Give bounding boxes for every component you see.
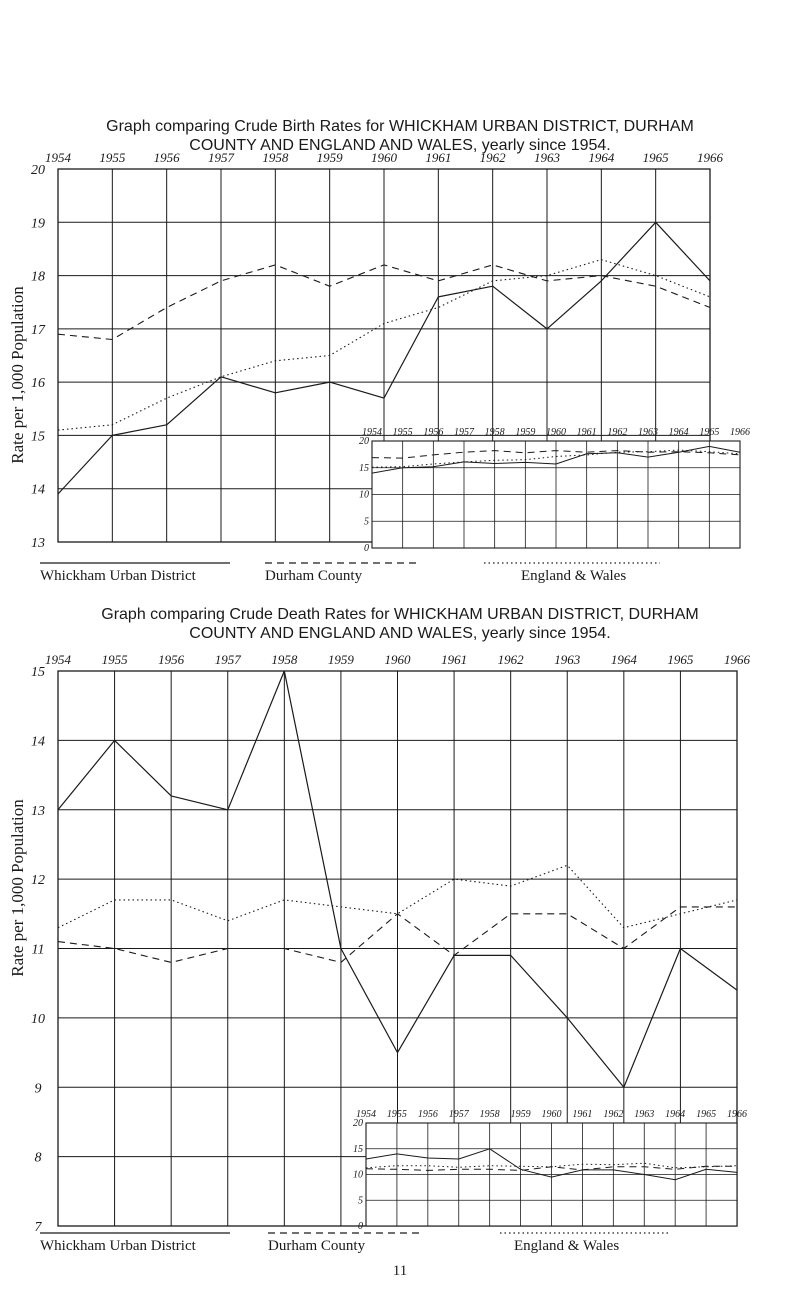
birth-inset-x-tick-label: 1960 [546, 427, 566, 438]
birth-inset-x-tick-label: 1962 [607, 427, 628, 438]
death-inset-x-tick-label: 1956 [417, 1109, 438, 1120]
birth-y-tick-label: 14 [31, 482, 45, 498]
death-y-tick-label: 14 [31, 734, 45, 750]
death-y-tick-label: 8 [34, 1150, 42, 1166]
death-legend-england: England & Wales [514, 1238, 620, 1254]
death-y-tick-label: 12 [31, 873, 45, 889]
birth-x-tick-label: 1964 [588, 150, 615, 165]
birth-inset-x-tick-label: 1955 [392, 427, 413, 438]
death-inset-y-tick-label: 5 [358, 1195, 363, 1207]
birth-x-tick-label: 1957 [208, 150, 234, 165]
death-inset-x-tick-label: 1966 [727, 1109, 747, 1120]
death-x-tick-label: 1963 [554, 652, 581, 667]
birth-chart [31, 150, 750, 554]
birth-x-tick-label: 1966 [697, 150, 723, 165]
death-x-tick-label: 1960 [384, 652, 411, 667]
birth-inset-x-tick-label: 1959 [515, 427, 536, 438]
death-inset-x-tick-label: 1957 [448, 1109, 469, 1120]
death-inset-y-tick-label: 20 [353, 1118, 363, 1129]
birth-x-tick-label: 1954 [45, 150, 71, 165]
birth-x-tick-label: 1958 [262, 150, 289, 165]
death-inset-x-tick-label: 1960 [541, 1109, 562, 1120]
birth-y-tick-label: 18 [31, 269, 45, 285]
birth-y-tick-label: 17 [31, 322, 45, 338]
death-y-tick-label: 7 [34, 1220, 42, 1235]
death-inset-x-tick-label: 1964 [665, 1109, 686, 1120]
death-inset-y-tick-label: 0 [358, 1221, 363, 1232]
death-y-tick-label: 10 [31, 1011, 45, 1027]
death-x-tick-label: 1962 [497, 652, 524, 667]
birth-chart-ylabel: Rate per 1,000 Population [8, 286, 27, 464]
death-x-tick-label: 1964 [610, 652, 637, 667]
birth-inset-x-tick-label: 1954 [362, 427, 382, 438]
birth-inset-y-tick-label: 5 [364, 516, 369, 528]
birth-x-tick-label: 1960 [371, 150, 397, 165]
birth-chart-subtitle: COUNTY AND ENGLAND AND WALES, yearly since 1954. [189, 137, 611, 154]
birth-inset-x-tick-label: 1963 [638, 427, 658, 438]
death-chart-subtitle: COUNTY AND ENGLAND AND WALES, yearly since 1954. [189, 625, 611, 642]
death-y-tick-label: 15 [31, 665, 45, 680]
birth-legend-whickham: Whickham Urban District [40, 568, 196, 584]
death-y-tick-label: 9 [34, 1081, 42, 1097]
birth-x-tick-label: 1955 [99, 150, 126, 165]
birth-y-tick-label: 16 [31, 376, 45, 392]
birth-y-tick-label: 19 [31, 216, 45, 232]
birth-x-tick-label: 1963 [534, 150, 560, 165]
birth-legend-durham: Durham County [265, 568, 363, 584]
death-inset-x-tick-label: 1955 [386, 1109, 407, 1120]
birth-x-tick-label: 1962 [479, 150, 506, 165]
death-legend-durham: Durham County [268, 1238, 366, 1254]
death-inset-y-tick-label: 15 [353, 1143, 363, 1155]
death-inset-x-tick-label: 1958 [479, 1109, 500, 1120]
death-x-tick-label: 1959 [327, 652, 354, 667]
birth-inset-y-tick-label: 15 [359, 462, 369, 474]
birth-inset-x-tick-label: 1958 [484, 427, 505, 438]
death-inset-x-tick-label: 1965 [696, 1109, 717, 1120]
death-inset-x-tick-label: 1954 [356, 1109, 376, 1120]
birth-x-tick-label: 1965 [642, 150, 669, 165]
death-chart [31, 652, 751, 1235]
death-x-tick-label: 1966 [724, 652, 750, 667]
birth-y-tick-label: 13 [31, 536, 45, 551]
birth-x-tick-label: 1959 [316, 150, 343, 165]
death-chart-ylabel: Rate per 1,000 Population [8, 799, 27, 977]
death-inset-x-tick-label: 1962 [603, 1109, 624, 1120]
birth-inset-y-tick-label: 0 [364, 543, 369, 554]
death-x-tick-label: 1955 [101, 652, 128, 667]
birth-inset-x-tick-label: 1966 [730, 427, 750, 438]
birth-legend-england: England & Wales [521, 568, 627, 584]
death-legend-whickham: Whickham Urban District [40, 1238, 196, 1254]
death-y-tick-label: 13 [31, 803, 45, 819]
birth-y-tick-label: 15 [31, 429, 45, 445]
birth-inset-y-tick-label: 10 [359, 489, 369, 501]
death-x-tick-label: 1956 [158, 652, 185, 667]
death-x-tick-label: 1954 [45, 652, 71, 667]
death-x-tick-label: 1957 [214, 652, 241, 667]
birth-x-tick-label: 1961 [425, 150, 452, 165]
birth-y-tick-label: 20 [31, 163, 45, 178]
death-inset-x-tick-label: 1961 [572, 1109, 593, 1120]
death-inset-x-tick-label: 1963 [634, 1109, 655, 1120]
death-chart-title: Graph comparing Crude Death Rates for WHICKHAM URBAN DISTRICT, DURHAM [101, 606, 699, 623]
birth-inset-x-tick-label: 1961 [576, 427, 597, 438]
birth-x-tick-label: 1956 [153, 150, 180, 165]
death-x-tick-label: 1961 [441, 652, 468, 667]
birth-chart-title: Graph comparing Crude Birth Rates for WHICKHAM URBAN DISTRICT, DURHAM [106, 118, 694, 135]
birth-inset-x-tick-label: 1957 [454, 427, 474, 438]
birth-inset-x-tick-label: 1964 [668, 427, 689, 438]
death-inset-y-tick-label: 10 [353, 1169, 363, 1181]
page-number: 11 [392, 1263, 408, 1279]
death-x-tick-label: 1965 [667, 652, 694, 667]
death-y-tick-label: 11 [31, 942, 45, 958]
death-inset-x-tick-label: 1959 [510, 1109, 531, 1120]
birth-inset-x-tick-label: 1956 [423, 427, 444, 438]
death-x-tick-label: 1958 [271, 652, 298, 667]
birth-inset-x-tick-label: 1965 [699, 427, 720, 438]
birth-inset-y-tick-label: 20 [359, 436, 369, 447]
